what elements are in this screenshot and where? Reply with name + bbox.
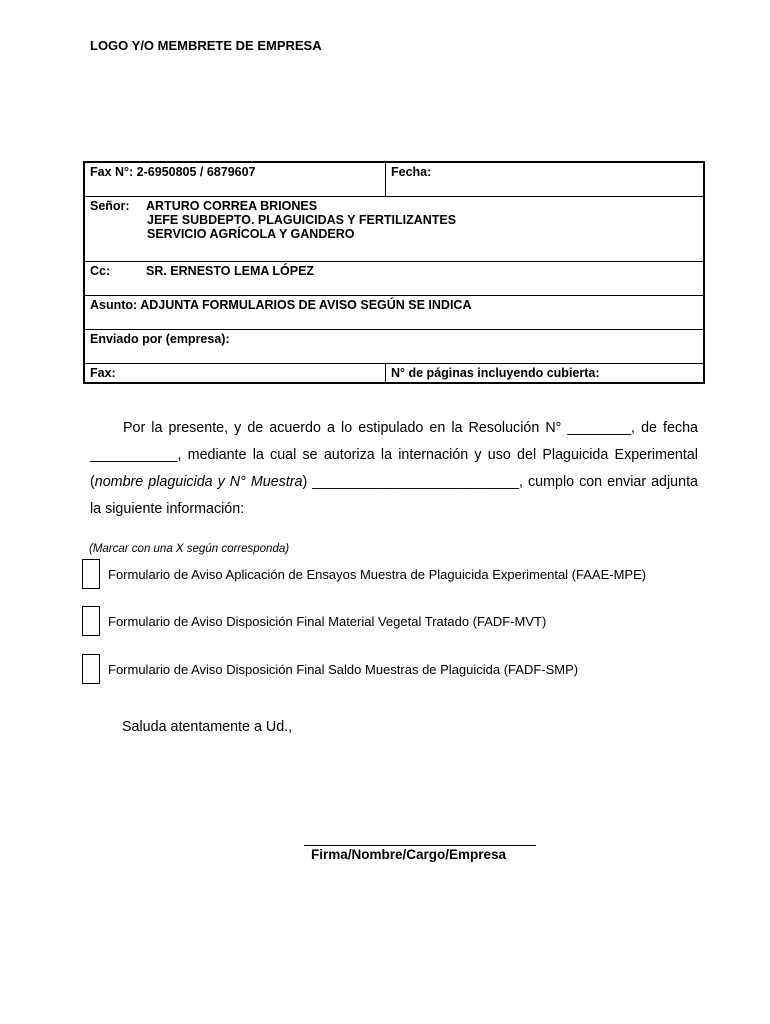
fecha-field[interactable]: Fecha: bbox=[386, 162, 705, 197]
cc-cell bbox=[84, 262, 704, 296]
instructions-note: (Marcar con una X según corresponda) bbox=[89, 543, 290, 555]
fax-field[interactable]: Fax: bbox=[84, 364, 386, 384]
letterhead: LOGO Y/O MEMBRETE DE EMPRESA bbox=[90, 38, 322, 53]
pages-field[interactable]: N° de páginas incluyendo cubierta: bbox=[386, 364, 705, 384]
option-faae-mpe[interactable] bbox=[82, 559, 646, 589]
cc-label: Cc: bbox=[90, 264, 111, 278]
option-label: Formulario de Aviso Disposición Final Saldo Muestras de Plaguicida (FADF-SMP) bbox=[108, 661, 579, 677]
body-paragraph bbox=[90, 415, 698, 523]
recipient-organization: SERVICIO AGRÍCOLA Y GANDERO bbox=[147, 227, 355, 241]
recipient-cell bbox=[84, 197, 704, 262]
cc-value: SR. ERNESTO LEMA LÓPEZ bbox=[146, 264, 315, 278]
option-label: Formulario de Aviso Aplicación de Ensayos Muestra de Plaguicida Experimental (FAAE-MPE) bbox=[108, 566, 647, 582]
recipient-name: ARTURO CORREA BRIONES bbox=[146, 199, 318, 213]
checkbox-faae-mpe[interactable] bbox=[82, 559, 100, 589]
asunto-cell: Asunto: ADJUNTA FORMULARIOS DE AVISO SEGÚN SE INDICA bbox=[84, 296, 704, 330]
senor-label: Señor: bbox=[90, 199, 130, 213]
checkbox-fadf-mvt[interactable] bbox=[82, 606, 100, 636]
option-fadf-smp[interactable] bbox=[82, 654, 578, 684]
signature-line bbox=[304, 845, 536, 846]
fax-cover-table bbox=[83, 161, 705, 384]
body-italic: nombre plaguicida y N° Muestra bbox=[94, 474, 303, 490]
closing-text: Saluda atentamente a Ud., bbox=[122, 719, 293, 735]
option-fadf-mvt[interactable] bbox=[82, 606, 546, 636]
fax-number: Fax N°: 2-6950805 / 6879607 bbox=[84, 162, 386, 197]
checkbox-fadf-smp[interactable] bbox=[82, 654, 100, 684]
body-text-2: ) __________________________, cumplo con enviar adjunta la siguiente información: bbox=[90, 474, 698, 517]
signature-label: Firma/Nombre/Cargo/Empresa bbox=[311, 847, 507, 862]
body-text-1: Por la presente, y de acuerdo a lo estipulado en la Resolución N° ________, de fecha ___________, mediante la cual se autoriza la internación y uso del Plaguicida Experimental ( bbox=[90, 420, 698, 490]
recipient-title: JEFE SUBDEPTO. PLAGUICIDAS Y FERTILIZANTES bbox=[147, 213, 457, 227]
option-label: Formulario de Aviso Disposición Final Material Vegetal Tratado (FADF-MVT) bbox=[108, 613, 547, 629]
enviado-field[interactable]: Enviado por (empresa): bbox=[84, 330, 704, 364]
